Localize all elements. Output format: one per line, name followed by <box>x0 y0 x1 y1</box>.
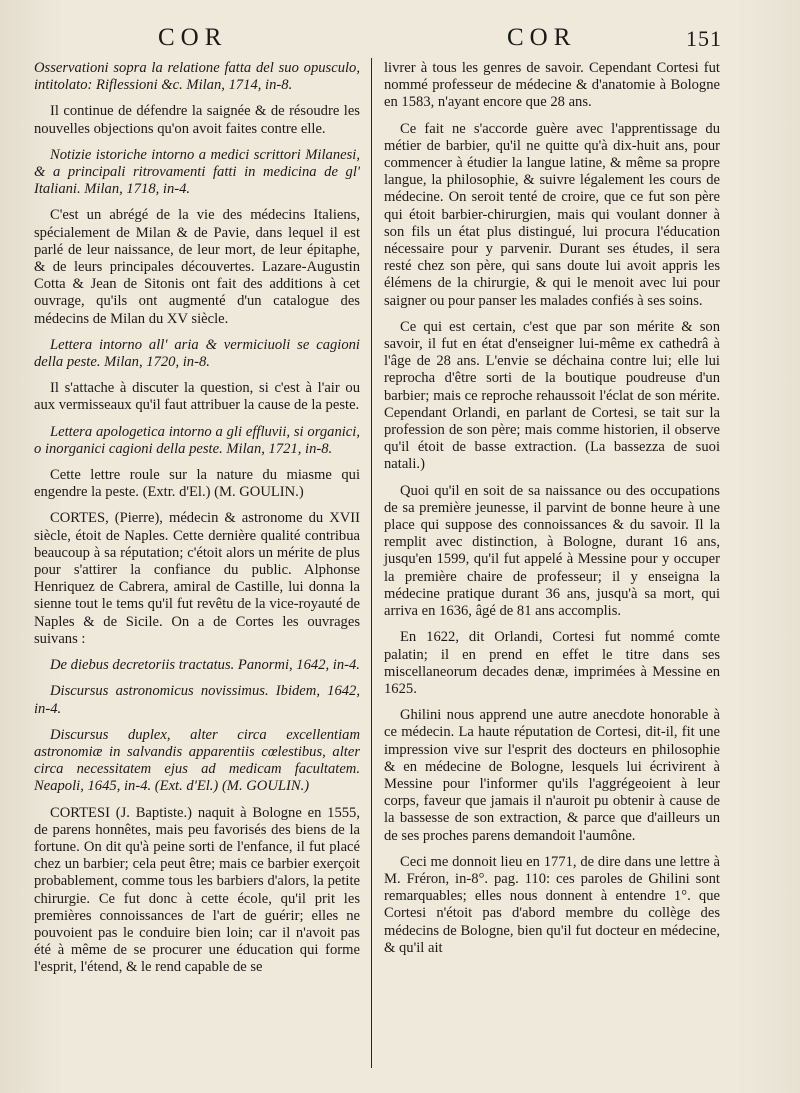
paragraph: Lettera intorno all' aria & vermiciuoli se cagioni della peste. Milan, 1720, in-8. <box>34 336 360 371</box>
paragraph: Osservationi sopra la relatione fatta del suo opusculo, intitolato: Riflessioni &c. Milan, 1714, in-8. <box>34 60 360 94</box>
entry-cortes: CORTES, (Pierre), médecin & astronome du XVII siècle, étoit de Naples. Cette dernière qualité contribua beaucoup à sa réputation; c'étoit alors un mérite de plus pour s'attirer la confiance du public. Alphonse Henriquez de Cabrera, amiral de Castille, lui donna la sienne tout le tems qu'il fut revêtu de la vice-royauté de Naples & de Sicile. On a de Cortes les ouvrages suivans : <box>34 510 360 647</box>
paragraph: Quoi qu'il en soit de sa naissance ou des occupations de sa première jeunesse, il parvint de bonne heure à une place qui suppose des connoissances & du savoir. Il la remplit avec distinction, à Bologne, durant 16 ans, jusqu'en 1599, qu'il fut appelé à Messine pour y occuper la première chaire de professeur; il y enseigna la médecine pratique durant 36 ans, jusqu'à sa mort, qui arriva en 1636, âgé de 81 ans accomplis. <box>384 482 720 620</box>
running-head <box>0 24 800 58</box>
paragraph: De diebus decretoriis tractatus. Panormi, 1642, in-4. <box>50 657 360 674</box>
paragraph: En 1622, dit Orlandi, Cortesi fut nommé comte palatin; il en prend en effet le titre dans ses miscellaneorum decades denæ, imprimées à Messine en 1625. <box>384 629 720 697</box>
paragraph: Cette lettre roule sur la nature du miasme qui engendre la peste. (Extr. d'El.) (M. GOULIN.) <box>34 467 360 501</box>
paragraph: Il continue de défendre la saignée & de résoudre les nouvelles objections qu'on avoit faites contre elle. <box>34 103 360 137</box>
paragraph: Ce qui est certain, c'est que par son mérite & son savoir, il fut en état d'enseigner lui-même ex cathedrâ à l'âge de 28 ans. L'envie se déchaina contre lui; elle lui reprocha d'être sorti de la boutique poudreuse d'un barbier; mais ce reproche rehaussoit l'éclat de son mérite. Cependant Orlandi, en parlant de Cortesi, se tait sur la profession de son père; mais comme historien, il observe qu'il étoit de basse extraction. (La bassezza de suoi natali.) <box>384 318 720 473</box>
paragraph: Il s'attache à discuter la question, si c'est à l'air ou aux vermisseaux qu'il faut attribuer la cause de la peste. <box>34 380 360 414</box>
paragraph: Ce fait ne s'accorde guère avec l'apprentissage du métier de barbier, qu'il ne quitte qu'à dix-huit ans, pour commencer à étudier la langue latine, & même sa propre langue, la philosophie, & suivre légalement les cours de médecine. On seroit tenté de croire, que ce fut son père qui étoit barbier-chirurgien, mais qui voulant donner à son fils un état plus distingué, lui procura l'éducation nécessaire pour y parvenir. Durant ses études, il sera resté chez son père, qui sans doute lui avoit appris les élémens de la chirurgie, & qui le menoit avec lui pour saigner ou pour panser les malades confiés à ses soins. <box>384 120 720 309</box>
paragraph: Notizie istoriche intorno a medici scrittori Milanesi, & a principali ritrovamenti fatti in medicina de gl' Italiani. Milan, 1718, in-4. <box>34 146 360 198</box>
paragraph: Discursus duplex, alter circa excellentiam astronomiæ in salvandis apparentiis cœlestibus, alter circa necessitatem ejus ad medicam facultatem. Neapoli, 1645, in-4. (Ext. d'El.) (M. GOULIN.) <box>34 726 360 795</box>
column-divider <box>371 58 372 1068</box>
page-number: 151 <box>686 26 722 51</box>
right-column <box>384 60 720 966</box>
paragraph: Discursus astronomicus novissimus. Ibidem, 1642, in-4. <box>34 683 360 717</box>
paragraph: Ceci me donnoit lieu en 1771, de dire dans une lettre à M. Fréron, in-8°. pag. 110: ces paroles de Ghilini sont remarquables; elles nous donnent à entendre 1°. que Cortesi n'étoit pas d'abord membre du collège des médecins de Bologne, bien qu'il fut docteur en médecine, & qu'il ait <box>384 853 720 956</box>
paragraph: Lettera apologetica intorno a gli effluvii, si organici, o inorganici cagioni della peste. Milan, 1721, in-8. <box>34 423 360 457</box>
paragraph: C'est un abrégé de la vie des médecins Italiens, spécialement de Milan & de Pavie, dans lequel il est parlé de leur naissance, de leur mort, de leur épitaphe, & de leurs principales découvertes. Lazare-Augustin Cotta & Jean de Sitonis ont fait des additions à cet ouvrage, qu'ils ont augmenté d'un catalogue des médecins de Milan du XV siècle. <box>34 207 360 327</box>
running-head-right: COR <box>507 24 577 51</box>
running-head-left: COR <box>158 24 228 51</box>
paragraph: Ghilini nous apprend une autre anecdote honorable à ce médecin. La haute réputation de Cortesi, dit-il, fit une impression vive sur l'esprit des docteurs en philosophie & en médecine de Bologne, lesquels lui écrivirent à Messine pour l'informer qu'ils l'aggrégeoient à leur corps, faveur que jamais il n'auroit pu obtenir à cause de la bassesse de son extraction, & parce que d'ailleurs un de ses proches parens demandoit l'aumône. <box>384 707 720 844</box>
left-column <box>34 60 360 986</box>
entry-cortesi: CORTESI (J. Baptiste.) naquit à Bologne en 1555, de parens honnêtes, mais peu favorisés des biens de la fortune. On dit qu'à peine sorti de l'enfance, il fut placé chez un barbier; cela peut être; mais ce barbier exerçoit probablement, comme tous les barbiers d'alors, la petite chirurgie. Ce fut donc à cette école, qu'il prit les premières connoissances de l'art de guérir; elles ne pouvoient pas le conduire bien loin; car il n'avoit pas été à même de se procurer une éducation qui forme l'esprit, l'étend, & le rend capable de se <box>34 804 360 976</box>
paragraph: livrer à tous les genres de savoir. Cependant Cortesi fut nommé professeur de médecine & d'anatomie à Bologne en 1583, n'ayant encore que 28 ans. <box>384 60 720 111</box>
